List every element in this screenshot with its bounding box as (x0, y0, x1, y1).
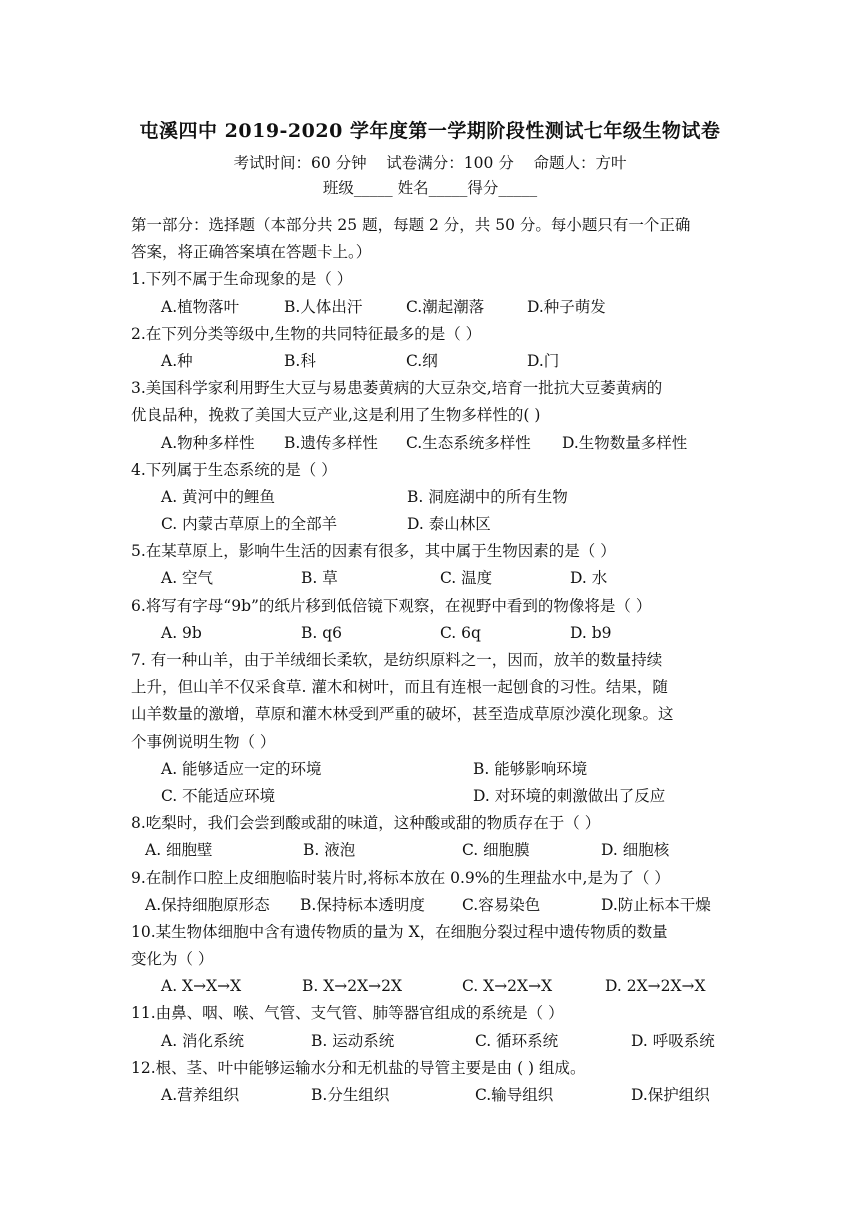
question-3 (131, 375, 731, 457)
answer-option: C. 细胞膜 (462, 841, 530, 860)
answer-option: D. b9 (570, 623, 612, 642)
question-1 (131, 266, 731, 320)
question-stem: 7. 有一种山羊，由于羊绒细长柔软，是纺织原料之一，因而，放羊的数量持续 (131, 651, 663, 669)
question-stem: 3.美国科学家利用野生大豆与易患萎黄病的大豆杂交,培育一批抗大豆萎黄病的 (131, 379, 663, 398)
question-4 (131, 457, 731, 539)
question-stem: 2.在下列分类等级中,生物的共同特征最多的是（ ） (131, 324, 482, 343)
question-list (131, 212, 731, 1109)
question-12 (131, 1055, 731, 1109)
question-stem: 6.将写有字母“9b”的纸片移到低倍镜下观察，在视野中看到的物像将是（ ） (131, 596, 652, 615)
answer-option: B.人体出汗 (284, 297, 363, 316)
answer-option: D. 呼吸系统 (631, 1031, 715, 1050)
question-stem: 10.某生物体细胞中含有遗传物质的量为 X，在细胞分裂过程中遗传物质的数量 (131, 922, 668, 941)
answer-option: C. 温度 (440, 569, 493, 588)
question-9 (131, 865, 731, 919)
question-stem: 个事例说明生物（ ） (131, 732, 276, 751)
answer-option: C. X→2X→X (462, 977, 553, 996)
answer-option: C.生态系统多样性 (406, 433, 531, 452)
answer-option: A. 空气 (161, 569, 214, 588)
question-stem: 上升，但山羊不仅采食草. 灌木和树叶，而且有连根一起刨食的习性。结果，随 (131, 678, 668, 697)
answer-option: B. 运动系统 (311, 1031, 395, 1050)
question-stem: 变化为（ ） (131, 950, 214, 969)
options-row (131, 620, 731, 647)
answer-option: A.营养组织 (161, 1086, 240, 1104)
question-8 (131, 810, 731, 864)
question-11 (131, 1000, 731, 1054)
answer-option: C. 内蒙古草原上的全部羊 (161, 515, 338, 534)
question-stem: 4.下列属于生态系统的是（ ） (131, 460, 337, 479)
answer-option: C.纲 (406, 351, 438, 370)
answer-option: D. 2X→2X→X (605, 977, 706, 996)
answer-option: D.门 (527, 351, 560, 370)
answer-option: B.保持标本透明度 (300, 895, 425, 914)
student-info: 班级_____ 姓名_____得分_____ (322, 179, 538, 197)
answer-option: A. X→X→X (161, 977, 242, 996)
exam-title: 屯溪四中 2019-2020 学年度第一学期阶段性测试七年级生物试卷 (139, 120, 721, 142)
answer-option: A. 能够适应一定的环境 (161, 759, 322, 778)
options-row (131, 294, 731, 321)
options-row (131, 430, 731, 457)
answer-option: D. 对环境的刺激做出了反应 (473, 786, 666, 805)
question-stem: 8.吃梨时，我们会尝到酸或甜的味道，这种酸或甜的物质存在于（ ） (131, 814, 601, 833)
answer-option: D.种子萌发 (527, 297, 606, 316)
options-row (131, 1082, 731, 1109)
question-stem: 1.下列不属于生命现象的是（ ） (131, 270, 353, 289)
answer-option: D.生物数量多样性 (562, 433, 688, 452)
answer-option: B.遗传多样性 (284, 433, 378, 452)
answer-option: B. q6 (301, 623, 343, 642)
question-stem: 11.由鼻、咽、喉、气管、支气管、肺等器官组成的系统是（ ） (131, 1004, 564, 1023)
options-row (131, 892, 731, 919)
answer-option: A. 消化系统 (161, 1031, 245, 1050)
options-row (131, 756, 731, 783)
answer-option: B. 能够影响环境 (473, 759, 588, 778)
answer-option: B. 草 (301, 569, 338, 588)
options-row (131, 511, 731, 538)
question-stem: 山羊数量的激增，草原和灌木林受到严重的破坏，甚至造成草原沙漠化现象。这 (131, 705, 674, 724)
answer-option: A.种 (161, 351, 193, 370)
question-stem: 9.在制作口腔上皮细胞临时装片时,将标本放在 0.9%的生理盐水中,是为了（ ） (131, 868, 670, 887)
options-row (131, 973, 731, 1000)
answer-option: C.容易染色 (462, 895, 541, 914)
options-row (131, 565, 731, 592)
section-heading: 第一部分：选择题（本部分共 25 题，每题 2 分，共 50 分。每小题只有一个正确 (131, 216, 691, 234)
options-row (131, 1028, 731, 1055)
answer-option: C. 6q (440, 623, 481, 642)
options-row (131, 837, 731, 864)
question-7 (131, 647, 731, 810)
options-row (131, 348, 731, 375)
answer-option: C. 循环系统 (475, 1031, 559, 1050)
question-6 (131, 593, 731, 647)
answer-option: D. 水 (570, 569, 608, 588)
answer-option: B.分生组织 (311, 1086, 390, 1104)
answer-option: C.输导组织 (475, 1086, 554, 1104)
question-5 (131, 538, 731, 592)
answer-option: C. 不能适应环境 (161, 786, 276, 805)
answer-option: D.防止标本干燥 (601, 895, 711, 914)
options-row (131, 484, 731, 511)
section-heading-cont: 答案，将正确答案填在答题卡上。） (131, 243, 372, 262)
answer-option: A.保持细胞原形态 (145, 895, 270, 914)
answer-option: D. 泰山林区 (407, 515, 491, 534)
answer-option: B.科 (284, 351, 316, 370)
answer-option: A. 9b (161, 623, 202, 642)
answer-option: A.物种多样性 (161, 433, 255, 452)
question-stem: 12.根、茎、叶中能够运输水分和无机盐的导管主要是由 ( ) 组成。 (131, 1058, 586, 1077)
answer-option: B. 洞庭湖中的所有生物 (407, 487, 568, 506)
exam-info: 考试时间：60 分钟 试卷满分：100 分 命题人：方叶 (233, 154, 627, 172)
question-stem: 5.在某草原上，影响牛生活的因素有很多，其中属于生物因素的是（ ） (131, 542, 616, 561)
question-10 (131, 919, 731, 1001)
options-row (131, 783, 731, 810)
answer-option: C.潮起潮落 (406, 297, 485, 316)
answer-option: A. 细胞壁 (145, 841, 213, 860)
answer-option: D. 细胞核 (601, 841, 670, 860)
question-2 (131, 321, 731, 375)
answer-option: A.植物落叶 (161, 297, 240, 316)
answer-option: B. 液泡 (303, 841, 356, 860)
answer-option: D.保护组织 (631, 1086, 710, 1104)
question-stem: 优良品种，挽救了美国大豆产业,这是利用了生物多样性的( ) (131, 406, 541, 425)
answer-option: B. X→2X→2X (302, 977, 403, 996)
answer-option: A. 黄河中的鲤鱼 (161, 487, 276, 506)
